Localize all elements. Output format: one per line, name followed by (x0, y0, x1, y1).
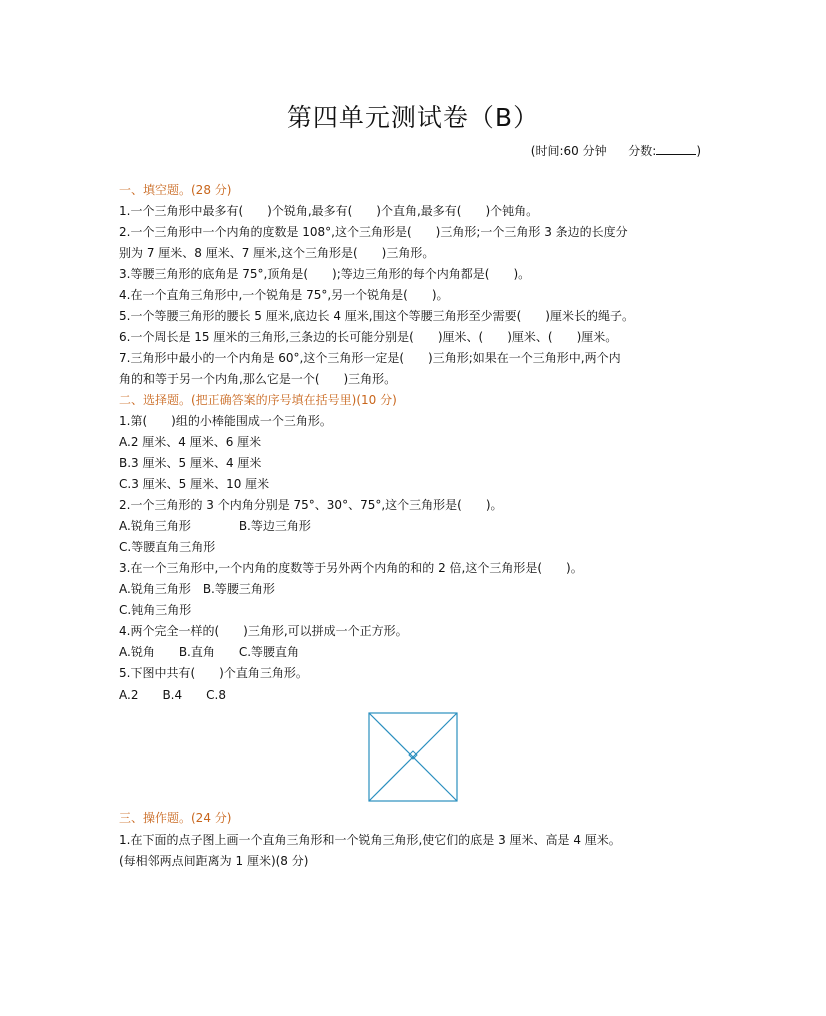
square-diagonals-figure (368, 712, 460, 804)
question-line: 3.等腰三角形的底角是 75°,顶角是( );等边三角形的每个内角都是( )。 (119, 267, 531, 281)
question-line: (每相邻两点间距离为 1 厘米)(8 分) (119, 854, 309, 868)
question-line: 4.在一个直角三角形中,一个锐角是 75°,另一个锐角是( )。 (119, 288, 449, 302)
question-line: 3.在一个三角形中,一个内角的度数等于另外两个内角的和的 2 倍,这个三角形是( )。 (119, 561, 583, 575)
option-line: A.锐角三角形 B.等腰三角形 (119, 582, 275, 596)
question-line: 7.三角形中最小的一个内角是 60°,这个三角形一定是( )三角形;如果在一个三角形中,两个内 (119, 351, 621, 365)
question-line: 6.一个周长是 15 厘米的三角形,三条边的长可能分别是( )厘米、( )厘米、( )厘米。 (119, 330, 618, 344)
option-line: A.锐角三角形 B.等边三角形 (119, 519, 311, 533)
section-heading: 三、操作题。(24 分) (119, 811, 232, 825)
score-end: ) (696, 144, 701, 158)
question-line: 5.一个等腰三角形的腰长 5 厘米,底边长 4 厘米,围这个等腰三角形至少需要( )厘米长的绳子。 (119, 309, 634, 323)
option-line: C.3 厘米、5 厘米、10 厘米 (119, 477, 270, 491)
question-line: 2.一个三角形中一个内角的度数是 108°,这个三角形是( )三角形;一个三角形 3 条边的长度分 (119, 225, 628, 239)
section-heading: 一、填空题。(28 分) (119, 183, 232, 197)
question-line: 1.一个三角形中最多有( )个锐角,最多有( )个直角,最多有( )个钝角。 (119, 204, 539, 218)
option-line: C.钝角三角形 (119, 603, 192, 617)
question-line: 别为 7 厘米、8 厘米、7 厘米,这个三角形是( )三角形。 (119, 246, 435, 260)
question-line: 1.第( )组的小棒能围成一个三角形。 (119, 414, 332, 428)
exam-meta (531, 142, 701, 159)
score-label: 分数: (628, 144, 657, 158)
score-blank (656, 143, 696, 155)
question-line: 5.下图中共有( )个直角三角形。 (119, 666, 308, 680)
option-line: A.锐角 B.直角 C.等腰直角 (119, 645, 300, 659)
option-line: A.2 厘米、4 厘米、6 厘米 (119, 435, 262, 449)
question-line: 1.在下面的点子图上画一个直角三角形和一个锐角三角形,使它们的底是 3 厘米、高是 4 厘米。 (119, 833, 621, 847)
question-line: 角的和等于另一个内角,那么它是一个( )三角形。 (119, 372, 397, 386)
option-line: C.等腰直角三角形 (119, 540, 216, 554)
section-heading: 二、选择题。(把正确答案的序号填在括号里)(10 分) (119, 393, 397, 407)
page-title: 第四单元测试卷（B） (286, 103, 540, 132)
question-line: 4.两个完全一样的( )三角形,可以拼成一个正方形。 (119, 624, 408, 638)
option-line: B.3 厘米、5 厘米、4 厘米 (119, 456, 262, 470)
time-label: (时间:60 分钟 (530, 144, 607, 158)
option-line: A.2 B.4 C.8 (119, 688, 226, 702)
question-line: 2.一个三角形的 3 个内角分别是 75°、30°、75°,这个三角形是( )。 (119, 498, 503, 512)
